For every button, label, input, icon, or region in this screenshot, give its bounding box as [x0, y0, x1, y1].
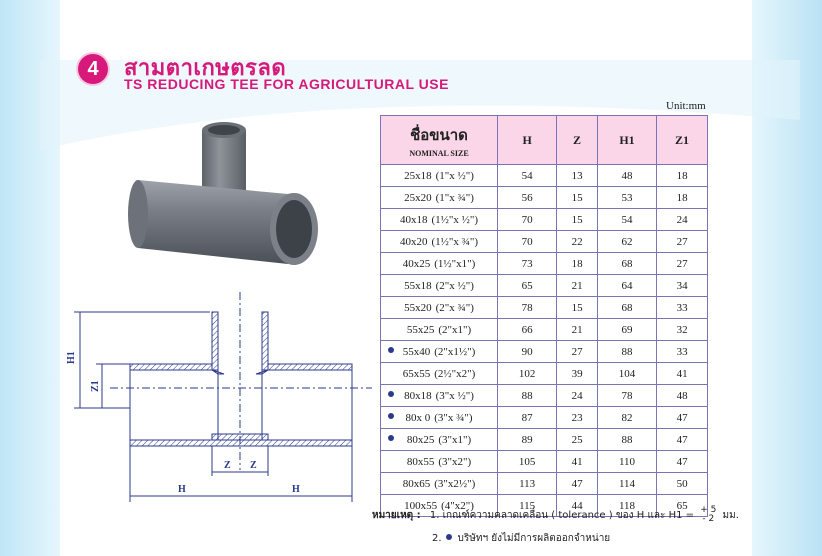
- size-inch: (1½"x ½"): [431, 213, 479, 226]
- cell-z1: 24: [657, 209, 708, 231]
- tolerance-fraction: [700, 506, 716, 524]
- cell-nominal-size: [381, 341, 498, 363]
- size-metric: 65x55: [402, 367, 431, 380]
- cell-h: 87: [498, 407, 557, 429]
- cell-h1: 110: [597, 451, 656, 473]
- cell-h1: 114: [597, 473, 656, 495]
- table-row: [381, 451, 708, 473]
- size-inch: (1"x ¾"): [435, 191, 474, 204]
- cell-nominal-size: [381, 407, 498, 429]
- cell-z: 21: [557, 275, 598, 297]
- cell-z: 15: [557, 297, 598, 319]
- cell-z: 15: [557, 209, 598, 231]
- size-inch: (2"x ½"): [435, 279, 474, 292]
- not-produced-dot-icon: [388, 391, 394, 397]
- remark-note-2-number: 2.: [432, 533, 442, 544]
- table-row: [381, 407, 708, 429]
- cell-z1: 32: [657, 319, 708, 341]
- cell-z: 21: [557, 319, 598, 341]
- product-photo-tee: [128, 118, 328, 278]
- cell-h1: 69: [597, 319, 656, 341]
- cell-nominal-size: [381, 319, 498, 341]
- cell-nominal-size: [381, 297, 498, 319]
- dim-label-h-left: H: [178, 484, 186, 495]
- remark-note-2-text: บริษัทฯ ยังไม่มีการผลิตออกจำหน่าย: [457, 533, 611, 544]
- section-number-badge: 4: [78, 54, 108, 84]
- tolerance-minus: - 2: [702, 514, 715, 524]
- header-nominal-size: [381, 116, 498, 165]
- cell-nominal-size: [381, 209, 498, 231]
- cell-h1: 88: [597, 429, 656, 451]
- cell-h: 54: [498, 165, 557, 187]
- header-h: H: [498, 116, 557, 165]
- table-row: [381, 363, 708, 385]
- cell-nominal-size: [381, 165, 498, 187]
- dim-label-h-right: H: [292, 484, 300, 495]
- cell-h: 70: [498, 231, 557, 253]
- header-z: Z: [557, 116, 598, 165]
- cell-h: 105: [498, 451, 557, 473]
- cell-h: 115: [498, 495, 557, 517]
- remark-note-2: [432, 531, 610, 546]
- cell-z: 39: [557, 363, 598, 385]
- cell-h: 73: [498, 253, 557, 275]
- size-inch: (1½"x ¾"): [431, 235, 479, 248]
- cell-h1: 118: [597, 495, 656, 517]
- cell-h: 113: [498, 473, 557, 495]
- cell-h: 70: [498, 209, 557, 231]
- size-metric: 80x25: [406, 433, 435, 446]
- cell-nominal-size: [381, 187, 498, 209]
- cell-h1: 68: [597, 253, 656, 275]
- table-row: [381, 341, 708, 363]
- cell-h: 88: [498, 385, 557, 407]
- table-row: [381, 473, 708, 495]
- cell-nominal-size: [381, 451, 498, 473]
- table-row: [381, 297, 708, 319]
- cell-z1: 47: [657, 451, 708, 473]
- size-metric: 40x18: [399, 213, 428, 226]
- cell-z: 41: [557, 451, 598, 473]
- unit-label: Unit:mm: [666, 100, 706, 112]
- size-inch: (4"x2"): [441, 499, 474, 512]
- cell-z1: 47: [657, 429, 708, 451]
- cell-h1: 68: [597, 297, 656, 319]
- cell-nominal-size: [381, 473, 498, 495]
- cell-z: 23: [557, 407, 598, 429]
- cell-z: 47: [557, 473, 598, 495]
- cell-z: 44: [557, 495, 598, 517]
- dim-label-z-right: Z: [250, 460, 257, 471]
- spec-table: [380, 115, 708, 517]
- cell-z: 18: [557, 253, 598, 275]
- cell-h: 65: [498, 275, 557, 297]
- table-row: [381, 385, 708, 407]
- bullet-dot-icon: [446, 534, 452, 540]
- cell-z: 22: [557, 231, 598, 253]
- cell-h1: 62: [597, 231, 656, 253]
- cell-nominal-size: [381, 231, 498, 253]
- table-row: [381, 429, 708, 451]
- size-metric: 100x55: [404, 499, 438, 512]
- header-nominal-size-english: NOMINAL SIZE: [409, 148, 469, 158]
- cell-h1: 104: [597, 363, 656, 385]
- cell-z1: 33: [657, 341, 708, 363]
- size-metric: 80x18: [404, 389, 432, 402]
- size-metric: 80x 0: [405, 411, 431, 424]
- header-z1: Z1: [657, 116, 708, 165]
- tolerance-plus: + 5: [700, 505, 717, 515]
- not-produced-dot-icon: [388, 413, 394, 419]
- cell-h: 56: [498, 187, 557, 209]
- cell-z: 27: [557, 341, 598, 363]
- technical-drawing: [60, 290, 380, 510]
- size-inch: (2"x1½"): [434, 345, 476, 358]
- page-title-thai: สามตาเกษตรลด: [124, 56, 287, 81]
- cell-h: 89: [498, 429, 557, 451]
- size-metric: 80x65: [402, 477, 431, 490]
- cell-z1: 18: [657, 165, 708, 187]
- size-metric: 55x18: [404, 279, 432, 292]
- cell-h1: 64: [597, 275, 656, 297]
- remark-label: หมายเหตุ :: [372, 510, 421, 521]
- size-metric: 80x55: [406, 455, 435, 468]
- header-nominal-size-thai: ชื่อขนาด: [410, 125, 468, 144]
- table-row: [381, 231, 708, 253]
- remark-note-1-text: 1. เกณฑ์ความคลาดเคลื่อน ( tolerance ) ของ H และ H1 =: [429, 510, 695, 521]
- table-row: [381, 209, 708, 231]
- not-produced-dot-icon: [388, 347, 394, 353]
- cell-z: 24: [557, 385, 598, 407]
- cell-nominal-size: [381, 253, 498, 275]
- cell-h1: 78: [597, 385, 656, 407]
- size-metric: 40x20: [399, 235, 428, 248]
- cell-h1: 48: [597, 165, 656, 187]
- cell-h1: 82: [597, 407, 656, 429]
- size-inch: (3"x2"): [438, 455, 472, 468]
- cell-z1: 33: [657, 297, 708, 319]
- size-inch: (3"x1"): [438, 433, 472, 446]
- not-produced-dot-icon: [388, 435, 394, 441]
- cell-h1: 53: [597, 187, 656, 209]
- size-inch: (3"x2½"): [434, 477, 476, 490]
- table-row: [381, 319, 708, 341]
- cell-h1: 88: [597, 341, 656, 363]
- cell-h: 66: [498, 319, 557, 341]
- cell-z1: 65: [657, 495, 708, 517]
- header-h1: H1: [597, 116, 656, 165]
- page-title-english: TS REDUCING TEE FOR AGRICULTURAL USE: [124, 76, 449, 92]
- cell-nominal-size: [381, 275, 498, 297]
- size-metric: 25x18: [404, 169, 432, 182]
- cell-nominal-size: [381, 363, 498, 385]
- size-inch: (1"x ½"): [435, 169, 474, 182]
- dim-label-z1: Z1: [90, 380, 101, 392]
- cell-nominal-size: [381, 429, 498, 451]
- size-metric: 55x20: [404, 301, 432, 314]
- size-metric: 25x20: [404, 191, 432, 204]
- cell-z1: 50: [657, 473, 708, 495]
- dim-label-h1: H1: [66, 351, 77, 364]
- size-metric: 40x25: [402, 257, 431, 270]
- cell-z1: 34: [657, 275, 708, 297]
- table-row: [381, 253, 708, 275]
- dim-label-z-left: Z: [224, 460, 231, 471]
- cell-z: 15: [557, 187, 598, 209]
- size-metric: 55x25: [406, 323, 435, 336]
- cell-h: 102: [498, 363, 557, 385]
- cell-h: 78: [498, 297, 557, 319]
- cell-z1: 41: [657, 363, 708, 385]
- remark-note-1: [372, 506, 739, 524]
- cell-z1: 27: [657, 253, 708, 275]
- remark-note-1-unit: มม.: [722, 510, 739, 521]
- cell-z: 13: [557, 165, 598, 187]
- cell-z1: 27: [657, 231, 708, 253]
- cell-nominal-size: [381, 385, 498, 407]
- size-inch: (2"x ¾"): [435, 301, 474, 314]
- size-inch: (3"x ½"): [435, 389, 474, 402]
- cell-h1: 54: [597, 209, 656, 231]
- table-row: [381, 165, 708, 187]
- size-inch: (2½"x2"): [434, 367, 476, 380]
- table-row: [381, 275, 708, 297]
- size-inch: (1½"x1"): [434, 257, 476, 270]
- cell-z: 25: [557, 429, 598, 451]
- cell-z1: 47: [657, 407, 708, 429]
- cell-h: 90: [498, 341, 557, 363]
- size-inch: (2"x1"): [438, 323, 472, 336]
- cell-z1: 18: [657, 187, 708, 209]
- size-inch: (3"x ¾"): [434, 411, 473, 424]
- table-header-row: [381, 116, 708, 165]
- cell-z1: 48: [657, 385, 708, 407]
- size-metric: 55x40: [402, 345, 431, 358]
- table-row: [381, 187, 708, 209]
